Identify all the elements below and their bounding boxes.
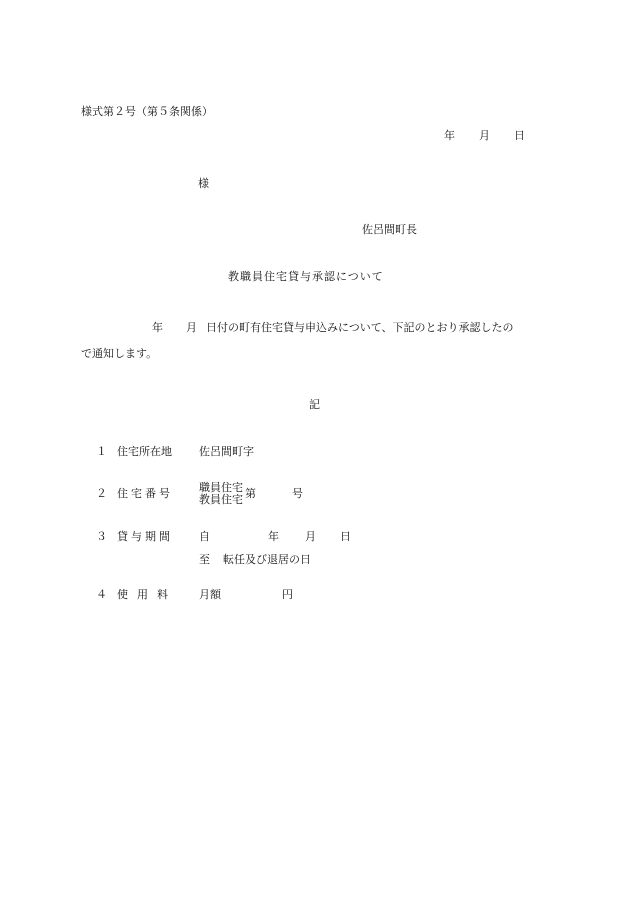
item-number: ２: [96, 487, 107, 500]
period-month-label: 月: [305, 530, 316, 543]
issuer-name: 佐呂間町長: [362, 223, 417, 236]
date-year-label: 年: [444, 129, 455, 142]
period-to-text: 転任及び退居の日: [223, 553, 311, 566]
period-to-label: 至: [199, 553, 210, 566]
house-number-suffix: 号: [292, 487, 303, 500]
document-title: 教職員住宅貸与承認について: [228, 270, 384, 283]
addressee-suffix: 様: [198, 177, 209, 190]
item-number: １: [96, 445, 107, 458]
period-from-label: 自: [199, 530, 210, 543]
body-year-label: 年: [152, 321, 163, 334]
body-month-label: 月: [186, 321, 197, 334]
item-label: 使用料: [117, 588, 177, 601]
house-type-teacher: 教員住宅: [199, 493, 243, 506]
item-number: ４: [96, 588, 107, 601]
body-text-line2: で通知します。: [81, 347, 158, 360]
date-month-label: 月: [479, 129, 490, 142]
form-number: 様式第２号（第５条関係）: [81, 105, 213, 118]
house-type-options: [199, 482, 243, 506]
item-value: 月額: [199, 588, 221, 601]
item-label: 住宅番号: [117, 487, 173, 500]
rent-yen-label: 円: [282, 588, 293, 601]
period-day-label: 日: [340, 530, 351, 543]
item-value: 佐呂間町字: [199, 445, 254, 458]
period-year-label: 年: [268, 530, 279, 543]
house-type-staff: 職員住宅: [199, 481, 243, 494]
item-label: 住宅所在地: [117, 445, 172, 458]
ki-heading: 記: [309, 398, 320, 411]
date-day-label: 日: [514, 129, 525, 142]
house-number-prefix: 第: [245, 487, 256, 500]
body-text-line1: 日付の町有住宅貸与申込みについて、下記のとおり承認したの: [206, 321, 514, 334]
item-label: 貸与期間: [117, 530, 173, 543]
item-number: ３: [96, 530, 107, 543]
